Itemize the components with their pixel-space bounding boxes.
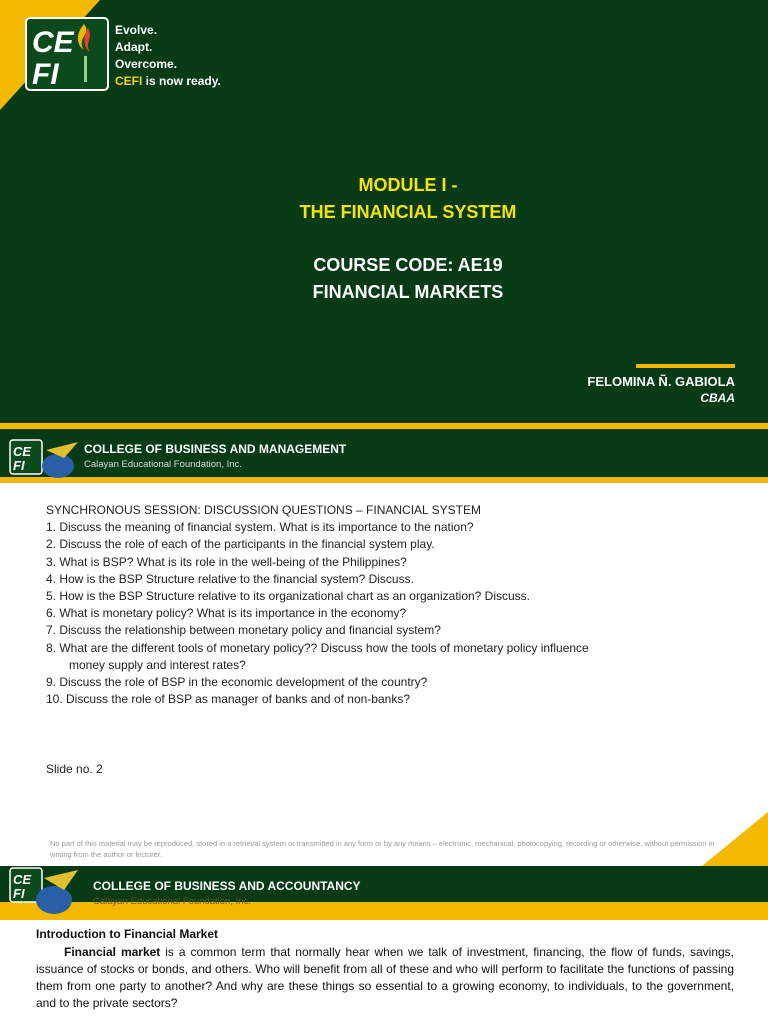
tagline: [115, 22, 221, 90]
band-subtitle: Calayan Educational Foundation, Inc.: [93, 896, 251, 907]
college-logo: [8, 436, 80, 480]
cefi-logo: [22, 14, 112, 96]
discussion-questions: [46, 502, 746, 708]
question-item: 1. Discuss the meaning of financial system. What is its importance to the nation?: [46, 520, 474, 535]
band-stripe: [0, 477, 768, 483]
author-dept: CBAA: [700, 391, 735, 405]
course-name: FINANCIAL MARKETS: [312, 282, 504, 302]
intro-paragraph: [36, 944, 734, 1012]
svg-text:FI: FI: [32, 58, 59, 91]
copyright-notice: No part of this material may be reproduced, stored in a retrieval system or transmitted in any form or by any means – electronic, mechanical, photocopying, recording or otherwise, without permission in writing from the author or lecturer.: [50, 839, 715, 859]
intro-term: Financial market: [64, 945, 161, 959]
question-item: 5. How is the BSP Structure relative to its organizational chart as an organization? Discuss.: [46, 589, 531, 604]
section-title: Introduction to Financial Market: [36, 927, 219, 941]
question-item: 9. Discuss the role of BSP in the economic development of the country?: [46, 675, 428, 690]
title-block: [38, 172, 768, 306]
question-item: 10. Discuss the role of BSP as manager of banks and of non-banks?: [46, 692, 410, 707]
svg-text:CE: CE: [32, 26, 74, 59]
svg-text:FI: FI: [13, 458, 25, 473]
corner-accent: [702, 812, 768, 866]
question-item: 3. What is BSP? What is its role in the well-being of the Philippines?: [46, 554, 407, 569]
tagline-rest: is now ready.: [142, 74, 221, 88]
course-code: COURSE CODE: AE19: [313, 255, 503, 275]
college-logo: [8, 864, 80, 916]
band-title: COLLEGE OF BUSINESS AND ACCOUNTANCY: [93, 879, 361, 893]
author-name: FELOMINA Ñ. GABIOLA: [587, 374, 735, 389]
question-item: 6. What is monetary policy? What is its importance in the economy?: [46, 606, 407, 621]
author-block: [587, 373, 735, 407]
tagline-accent: CEFI: [115, 74, 143, 88]
question-item-continued: money supply and interest rates?: [69, 657, 246, 672]
tagline-line: Overcome.: [115, 57, 178, 71]
slide-number: Slide no. 2: [46, 762, 103, 776]
question-item: 8. What are the different tools of monetary policy?? Discuss how the tools of monetary policy influence: [46, 640, 589, 655]
band-title: COLLEGE OF BUSINESS AND MANAGEMENT: [84, 442, 347, 456]
svg-text:FI: FI: [13, 886, 25, 901]
question-item: 2. Discuss the role of each of the participants in the financial system play.: [46, 537, 435, 552]
questions-heading: SYNCHRONOUS SESSION: DISCUSSION QUESTIONS – FINANCIAL SYSTEM: [46, 503, 481, 517]
svg-text:CE: CE: [13, 444, 32, 459]
author-divider: [636, 364, 735, 368]
intro-body: is a common term that normally hear when we talk of investment, financing, the flow of funds, savings, issuance of stocks or bonds, and others. Who will benefit from all of these and who will perform to facilitate the functions of passing them from one party to another? And why are these things so essential to a growing economy, to individuals, to the government, and to the private sectors?: [36, 945, 734, 1010]
title-slide: [0, 0, 768, 423]
module-subtitle: THE FINANCIAL SYSTEM: [299, 202, 517, 222]
question-item: 7. Discuss the relationship between monetary policy and financial system?: [46, 623, 441, 638]
question-item: 4. How is the BSP Structure relative to the financial system? Discuss.: [46, 571, 414, 586]
svg-text:CE: CE: [13, 872, 32, 887]
tagline-line: Evolve.: [115, 23, 158, 37]
module-title: MODULE I -: [358, 175, 458, 195]
tagline-line: Adapt.: [115, 40, 153, 54]
band-subtitle: Calayan Educational Foundation, Inc.: [84, 459, 242, 470]
